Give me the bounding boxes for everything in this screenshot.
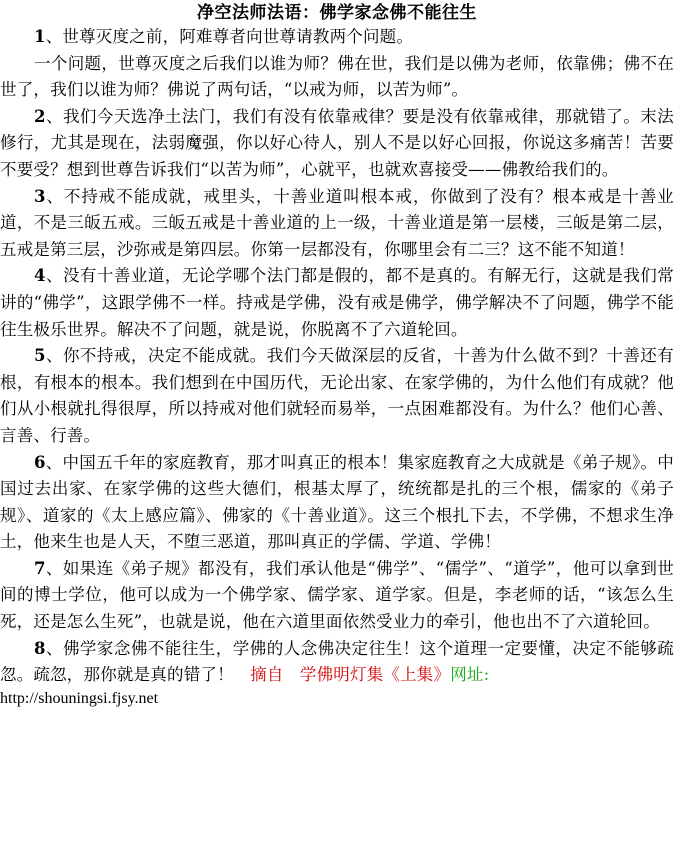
paragraph-text: 、你不持戒，决定不能成就。我们今天做深层的反省，十善为什么做不到？十善还有根，有根本的根本。我们想到在中国历代，无论出家、在家学佛的，为什么他们有成就？他们从小根就扎得很厚，所以持戒对他们就轻而易举，一点困难都没有。为什么？他们心善、言善、行善。 bbox=[0, 346, 674, 445]
page-title: 净空法师法语：佛学家念佛不能往生 bbox=[197, 3, 477, 23]
paragraph-text: 、如果连《弟子规》都没有，我们承认他是“佛学”、“儒学”、“道学”，他可以拿到世间的博士学位，他可以成为一个佛学家、儒学家、道学家。但是，李老师的话，“该怎么生死，还是怎么生死”，也就是说，他在六道里面依然受业力的牵引，他也出不了六道轮回。 bbox=[0, 558, 674, 632]
document-body bbox=[0, 24, 674, 709]
paragraph-text: 、佛学家念佛不能往生，学佛的人念佛决定往生！这个道理一定要懂，决定不能够疏忽。疏忽，那你就是真的错了！ bbox=[0, 638, 674, 685]
paragraph-number: 7 bbox=[34, 558, 46, 578]
source-url-link[interactable]: http://shouningsi.fjsy.net bbox=[0, 689, 159, 707]
paragraph-2 bbox=[0, 104, 674, 184]
paragraph-number: 8 bbox=[34, 638, 46, 658]
paragraph-number: 5 bbox=[34, 346, 46, 366]
source-url-label: 网址: bbox=[450, 665, 490, 685]
paragraph-text: 、我们今天选净土法门，我们有没有依靠戒律？要是没有依靠戒律，那就错了。末法修行，尤其是现在，法弱魔强，你以好心待人，别人不是以好心回报，你说这多痛苦！苦要不要受？想到世尊告诉我们“以苦为师”，心就平，也就欢喜接受——佛教给我们的。 bbox=[0, 106, 674, 179]
paragraph-text: 、不持戒不能成就，戒里头，十善业道叫根本戒，你做到了没有？根本戒是十善业道，不是三皈五戒。三皈五戒是十善业道的上一级，十善业道是第一层楼，三皈是第二层，五戒是第三层，沙弥戒是第四层。你第一层都没有，你哪里会有二三？这不能不知道！ bbox=[0, 186, 674, 259]
paragraph-5 bbox=[0, 343, 674, 449]
paragraph-text: 、没有十善业道，无论学哪个法门都是假的，都不是真的。有解无行，这就是我们常讲的“佛学”，这跟学佛不一样。持戒是学佛，没有戒是佛学，佛学解决不了问题，佛学不能往生极乐世界。解决不了问题，就是说，你脱离不了六道轮回。 bbox=[0, 266, 674, 339]
paragraph-number: 4 bbox=[34, 266, 46, 286]
paragraph-6 bbox=[0, 450, 674, 556]
paragraph-7 bbox=[0, 556, 674, 636]
source-book: 学佛明灯集《上集》 bbox=[299, 665, 451, 685]
paragraph-text: 一个问题，世尊灭度之后我们以谁为师？佛在世，我们是以佛为老师，依靠佛；佛不在世了，我们以谁为师？佛说了两句话，“以戒为师，以苦为师”。 bbox=[0, 53, 674, 100]
paragraph-3 bbox=[0, 184, 674, 264]
paragraph-4 bbox=[0, 263, 674, 343]
paragraph-number: 2 bbox=[34, 106, 46, 126]
paragraph-1 bbox=[0, 24, 674, 51]
paragraph-text: 、中国五千年的家庭教育，那才叫真正的根本！集家庭教育之大成就是《弟子规》。中国过去出家、在家学佛的这些大德们，根基太厚了，统统都是扎的三个根，儒家的《弟子规》、道家的《太上感应篇》、佛家的《十善业道》。这三个根扎下去，不学佛，不想求生净土，他来生也是人天，不堕三恶道，那叫真正的学儒、学道、学佛！ bbox=[0, 452, 674, 552]
paragraph-number: 1 bbox=[34, 27, 46, 46]
paragraph-1-continued bbox=[0, 51, 674, 104]
paragraph-text: 、世尊灭度之前，阿难尊者向世尊请教两个问题。 bbox=[45, 27, 414, 46]
paragraph-number: 3 bbox=[34, 186, 46, 206]
paragraph-8 bbox=[0, 636, 674, 709]
source-label: 摘自 bbox=[250, 665, 284, 685]
paragraph-number: 6 bbox=[34, 452, 46, 472]
